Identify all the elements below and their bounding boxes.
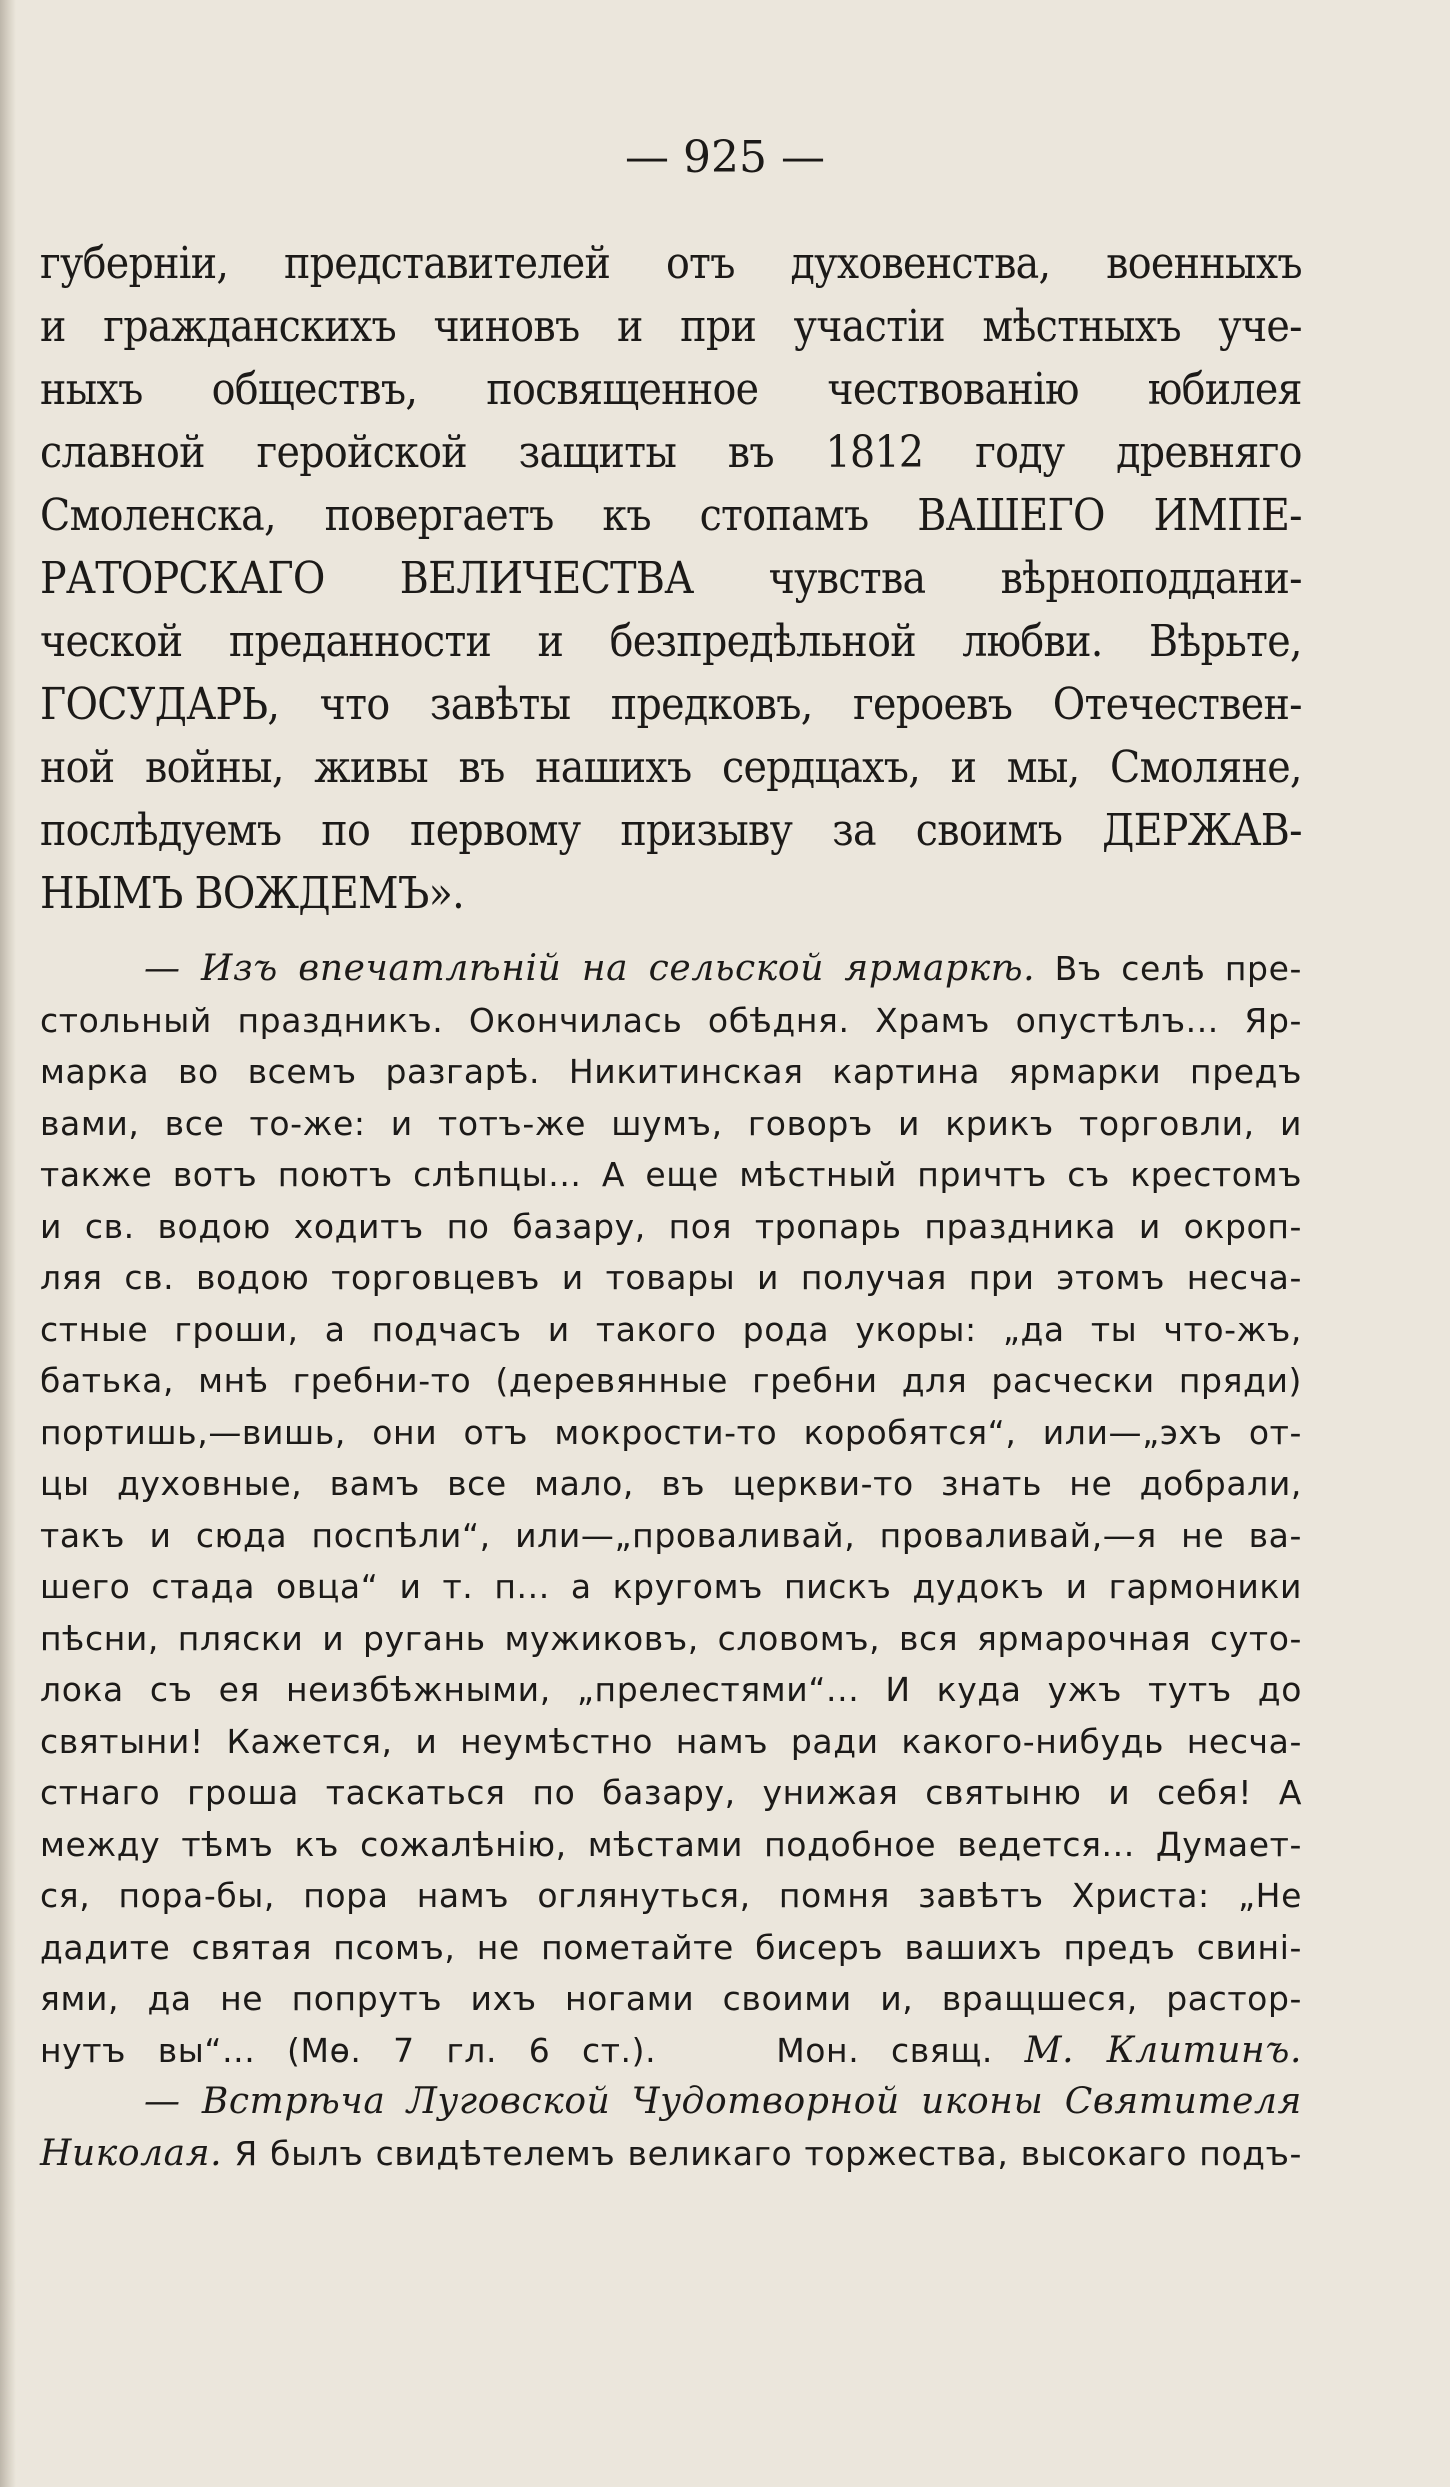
icon-report-line <box>40 2128 1302 2180</box>
text-line: ся, пора-бы, пора намъ оглянуться, помня завѣтъ Христа: „Не <box>40 1876 1302 1915</box>
text-line: послѣдуемъ по первому призыву за своимъ ДЕРЖАВ- <box>40 805 1302 856</box>
signature-line <box>40 2025 1302 2077</box>
text-line: лока съ ея неизбѣжными, „прелестями“... И куда ужъ тутъ до <box>40 1670 1302 1709</box>
page-number: — 925 — <box>625 132 825 183</box>
text-line: стнаго гроша таскаться по базару, унижая святыню и себя! А <box>40 1773 1302 1812</box>
signature-name: М. Клитинъ. <box>1024 2029 1302 2071</box>
text-line: ями, да не попрутъ ихъ ногами своими и, вращшеся, растор- <box>40 1979 1302 2018</box>
fair-report-text: Въ селѣ пре- <box>1035 949 1302 988</box>
text-line: ной войны, живы въ нашихъ сердцахъ, и мы, Смоляне, <box>40 742 1302 793</box>
text-line: вами, все то-же: и тотъ-же шумъ, говоръ и крикъ торговли, и <box>40 1103 1302 1143</box>
text-line: цы духовные, вамъ все мало, въ церкви-то знать не добрали, <box>40 1464 1302 1503</box>
signature-prefix: Мон. свящ. <box>776 2030 993 2070</box>
text-line: шего стада овца“ и т. п... а кругомъ пискъ дудокъ и гармоники <box>40 1567 1302 1606</box>
text-line: стольный праздникъ. Окончилась обѣдня. Храмъ опустѣлъ... Яр- <box>40 1000 1302 1040</box>
text-line: ческой преданности и безпредѣльной любви. Вѣрьте, <box>40 616 1302 667</box>
text-line: РАТОРСКАГО ВЕЛИЧЕСТВА чувства вѣрноподдани- <box>40 553 1302 604</box>
text-line: славной геройской защиты въ 1812 году древняго <box>40 427 1302 478</box>
text-line: дадите святая псомъ, не пометайте бисеръ вашихъ предъ свині- <box>40 1927 1302 1967</box>
page-spine-shadow <box>0 0 16 2487</box>
text-line: ляя св. водою торговцевъ и товары и получая при этомъ несча- <box>40 1258 1302 1297</box>
text-line: такъ и сюда поспѣли“, или—„проваливай, проваливай,—я не ва- <box>40 1515 1302 1555</box>
fair-report-heading-line <box>40 943 1302 995</box>
text-line: ныхъ обществъ, посвященное чествованію юбилея <box>40 364 1302 415</box>
icon-report-title-cont: Николая. <box>40 2132 223 2174</box>
text-line: нутъ вы“... (Мѳ. 7 гл. 6 ст.). <box>40 2030 657 2070</box>
text-line: и св. водою ходитъ по базару, поя тропарь праздника и окроп- <box>40 1206 1302 1246</box>
text-line: также вотъ поютъ слѣпцы... А еще мѣстный причтъ съ крестомъ <box>40 1155 1302 1194</box>
text-line: батька, мнѣ гребни-то (деревянные гребни для расчески пряди) <box>40 1361 1302 1400</box>
text-line: между тѣмъ къ сожалѣнію, мѣстами подобное ведется... Думает- <box>40 1824 1302 1864</box>
text-line: пѣсни, пляски и ругань мужиковъ, словомъ, вся ярмарочная суто- <box>40 1618 1302 1658</box>
text-line: святыни! Кажется, и неумѣстно намъ ради какого-нибудь несча- <box>40 1721 1302 1761</box>
text-line: НЫМЪ ВОЖДЕМЪ». <box>40 868 464 919</box>
text-line: марка во всемъ разгарѣ. Никитинская картина ярмарки предъ <box>40 1052 1302 1091</box>
icon-report-text: Я былъ свидѣтелемъ великаго торжества, высокаго подъ- <box>222 2133 1302 2173</box>
icon-report-title: — Встрѣча Луговской Чудотворной иконы Святителя <box>144 2081 1302 2122</box>
letter-text <box>40 232 1302 925</box>
reports-text <box>40 943 1302 2179</box>
text-line: портишь,—вишь, они отъ мокрости-то коробятся“, или—„эхъ от- <box>40 1412 1302 1452</box>
fair-report-title: — Изъ впечатлѣній на сельской ярмаркѣ. <box>144 948 1036 989</box>
text-line: и гражданскихъ чиновъ и при участіи мѣстныхъ уче- <box>40 301 1302 352</box>
text-line: Смоленска, повергаетъ къ стопамъ ВАШЕГО ИМПЕ- <box>40 490 1302 541</box>
text-line: стные гроши, а подчасъ и такого рода укоры: „да ты что-жъ, <box>40 1309 1302 1349</box>
text-line: ГОСУДАРЬ, что завѣты предковъ, героевъ Отечествен- <box>40 679 1302 730</box>
icon-report-heading-line <box>40 2076 1302 2128</box>
text-line: губерніи, представителей отъ духовенства, военныхъ <box>40 238 1302 289</box>
